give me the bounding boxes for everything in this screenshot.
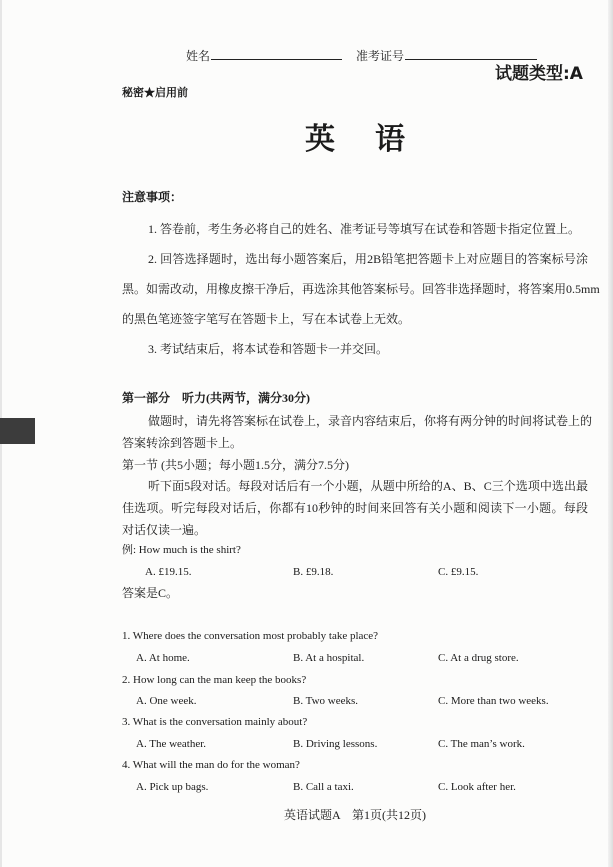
section1-title: 第一节 (共5小题；每小题1.5分，满分7.5分)	[122, 458, 349, 472]
exam-id-label: 准考证号	[356, 49, 405, 63]
part1-title: 第一部分 听力(共两节，满分30分)	[122, 391, 310, 405]
exam-id-field	[356, 47, 537, 64]
part1-instruction-line-1: 做题时，请先将答案标在试卷上，录音内容结束后，你将有两分钟的时间将试卷上的	[148, 414, 593, 428]
example-option-a: A. £19.15.	[145, 566, 192, 578]
section1-instruction-line-1: 听下面5段对话。每段对话后有一个小题，从题中所给的A、B、C三个选项中选出最	[148, 479, 588, 493]
notice-item-2-line-1: 2. 回答选择题时，选出每小题答案后，用2B铅笔把答题卡上对应题目的答案标号涂	[148, 252, 588, 266]
name-blank-line	[211, 47, 342, 60]
example-option-b: B. £9.18.	[293, 566, 334, 578]
question-4-option-c: C. Look after her.	[438, 781, 516, 793]
scan-edge-right	[608, 0, 613, 867]
name-field	[186, 47, 342, 64]
question-3-option-b: B. Driving lessons.	[293, 738, 378, 750]
question-3-stem: 3. What is the conversation mainly about?	[122, 716, 308, 728]
example-option-c: C. £9.15.	[438, 566, 479, 578]
section1-instruction-line-2: 佳选项。听完每段对话后，你都有10秒钟的时间来回答有关小题和阅读下一小题。每段	[122, 501, 588, 515]
example-answer: 答案是C。	[122, 586, 179, 600]
question-1-option-c: C. At a drug store.	[438, 652, 519, 664]
question-2-stem: 2. How long can the man keep the books?	[122, 674, 307, 686]
question-1-option-a: A. At home.	[136, 652, 190, 664]
question-2-option-a: A. One week.	[136, 695, 197, 707]
notice-item-1: 1. 答卷前，考生务必将自己的姓名、准考证号等填写在试卷和答题卡指定位置上。	[148, 222, 581, 236]
paper-type: 试题类型:A	[495, 64, 583, 84]
scan-mark	[0, 418, 35, 444]
exam-id-blank-line	[405, 47, 537, 60]
question-1-stem: 1. Where does the conversation most probably take place?	[122, 630, 379, 642]
question-2-option-b: B. Two weeks.	[293, 695, 359, 707]
example-question: 例: How much is the shirt?	[122, 544, 241, 556]
question-4-stem: 4. What will the man do for the woman?	[122, 759, 300, 771]
question-1-option-b: B. At a hospital.	[293, 652, 365, 664]
section1-instruction-line-3: 对话仅读一遍。	[122, 523, 207, 537]
page-title: 英语	[305, 123, 445, 156]
notice-item-2-line-2: 黑。如需改动，用橡皮擦干净后，再选涂其他答案标号。回答非选择题时，将答案用0.5mm	[122, 282, 600, 296]
notice-item-3: 3. 考试结束后，将本试卷和答题卡一并交回。	[148, 342, 389, 356]
page-footer: 英语试题A 第1页(共12页)	[284, 808, 426, 822]
question-2-option-c: C. More than two weeks.	[438, 695, 549, 707]
question-3-option-a: A. The weather.	[136, 738, 207, 750]
notice-item-2-line-3: 的黑色笔迹签字笔写在答题卡上，写在本试卷上无效。	[122, 312, 411, 326]
question-4-option-b: B. Call a taxi.	[293, 781, 354, 793]
question-3-option-c: C. The man’s work.	[438, 738, 525, 750]
notice-title: 注意事项：	[122, 190, 183, 204]
question-4-option-a: A. Pick up bags.	[136, 781, 209, 793]
part1-instruction-line-2: 答案转涂到答题卡上。	[122, 436, 243, 450]
secret-mark: 秘密★启用前	[122, 87, 188, 99]
name-label: 姓名	[186, 49, 211, 63]
